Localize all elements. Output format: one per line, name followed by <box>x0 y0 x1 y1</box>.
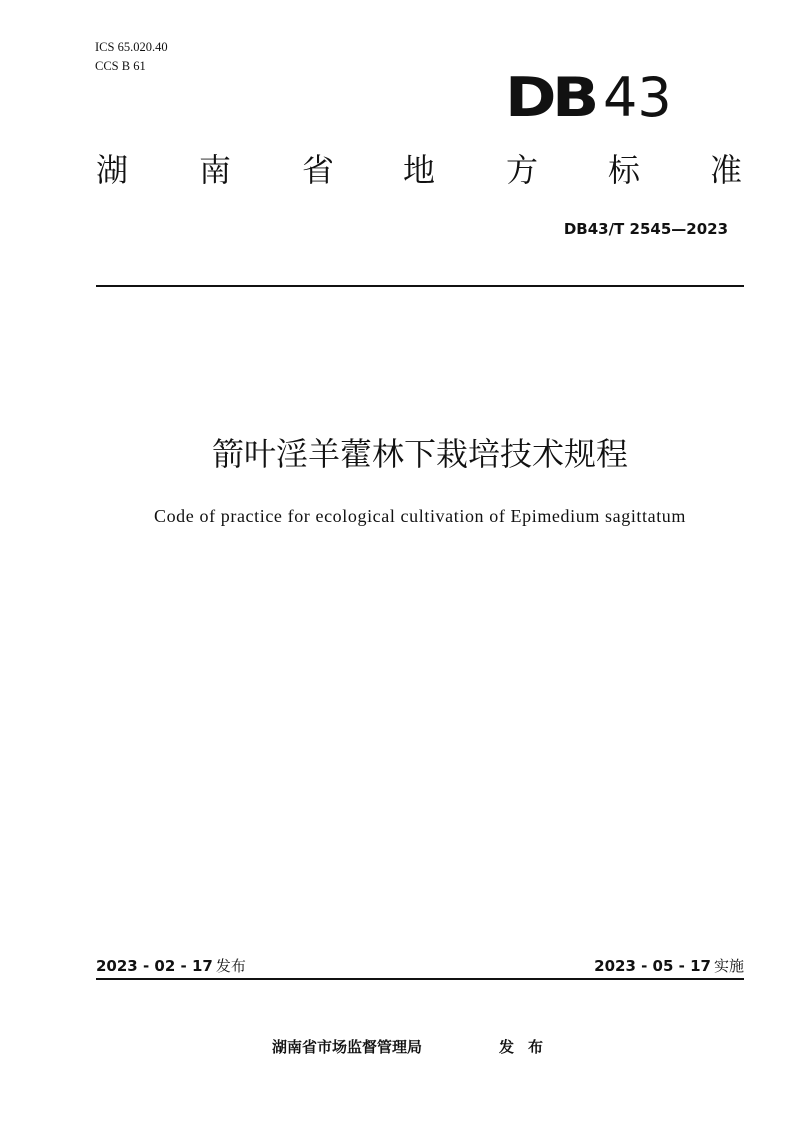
document-title-chinese: 箭叶淫羊藿林下栽培技术规程 <box>211 435 628 473</box>
standard-type-char: 地 <box>403 151 436 189</box>
release-date: 2023 - 02 - 17 <box>96 957 213 975</box>
implement-date: 2023 - 05 - 17 <box>594 957 711 975</box>
db-logo: DB <box>505 66 595 129</box>
implement-date-row <box>594 955 744 977</box>
publisher-name: 湖南省市场监督管理局 <box>272 1038 423 1056</box>
publisher-action: 发布 <box>499 1038 558 1056</box>
standard-type-char: 方 <box>506 151 539 189</box>
standard-type-title <box>96 148 746 192</box>
standard-type-char: 南 <box>199 151 232 189</box>
standard-type-char: 省 <box>302 151 335 189</box>
header-divider <box>96 285 744 287</box>
standard-number: DB43/T 2545—2023 <box>563 220 728 238</box>
document-title-english: Code of practice for ecological cultivation of Epimedium sagittatum <box>153 506 687 526</box>
ics-code: ICS 65.020.40 <box>95 40 168 54</box>
standard-type-char: 湖 <box>96 151 129 189</box>
province-code: 43 <box>602 66 672 129</box>
release-date-row <box>96 955 246 977</box>
standard-type-char: 准 <box>710 151 743 189</box>
ccs-code: CCS B 61 <box>95 59 146 73</box>
implement-label: 实施 <box>713 957 744 975</box>
standard-mark <box>505 66 672 130</box>
standard-type-char: 标 <box>608 151 641 189</box>
footer-divider <box>96 978 744 980</box>
release-label: 发布 <box>215 957 246 975</box>
